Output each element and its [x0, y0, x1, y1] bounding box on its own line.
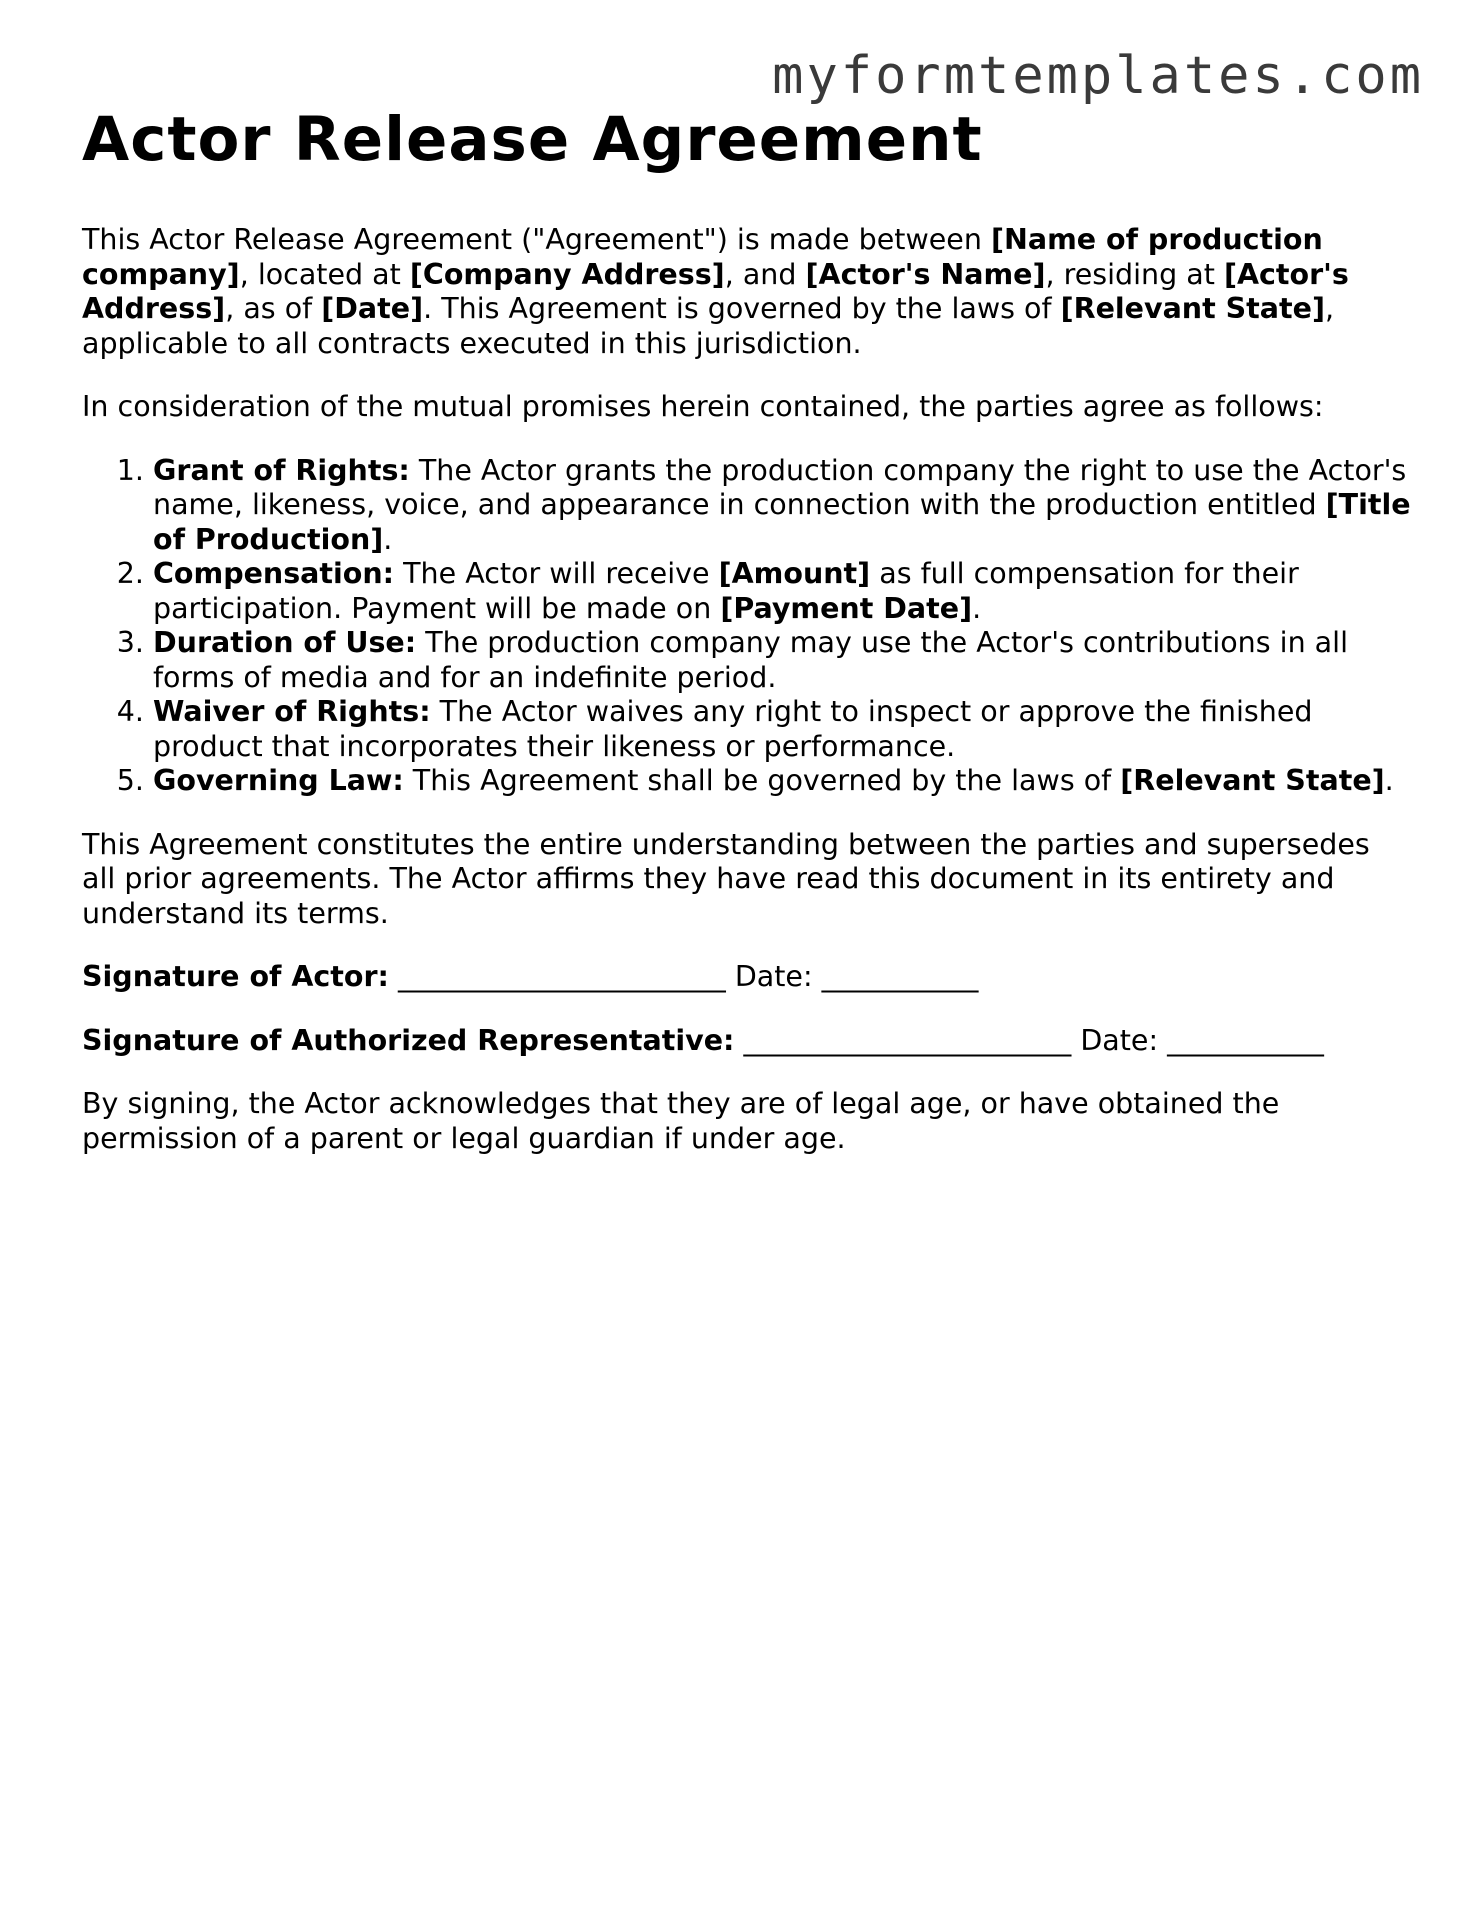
- clause-list: [82, 454, 1412, 799]
- actor-date-line[interactable]: ___________: [812, 960, 979, 993]
- representative-signature-label: Signature of Authorized Representative:: [82, 1023, 735, 1057]
- placeholder-title-of-production: [Title of Production]: [153, 488, 1411, 556]
- representative-date-line[interactable]: ___________: [1158, 1023, 1324, 1057]
- placeholder-actor-address: [Actor's Address]: [82, 257, 1349, 325]
- clause-heading: Grant of Rights:: [153, 453, 410, 487]
- document-page: [82, 100, 1412, 1185]
- placeholder-relevant-state: [Relevant State]: [1120, 764, 1385, 797]
- clause-compensation: [153, 557, 1412, 626]
- actor-signature-row: [82, 960, 1412, 995]
- representative-signature-line[interactable]: _______________________: [734, 1023, 1081, 1057]
- placeholder-date: [Date]: [321, 292, 424, 325]
- representative-date-label: Date:: [1080, 1023, 1159, 1057]
- placeholder-relevant-state: [Relevant State]: [1060, 292, 1325, 325]
- clause-text: .: [383, 522, 393, 556]
- intro-text: . This Agreement is governed by the laws of: [423, 292, 1061, 325]
- consideration-paragraph: In consideration of the mutual promises herein contained, the parties agree as follows:: [82, 390, 1324, 423]
- placeholder-actor-name: [Actor's Name]: [805, 257, 1046, 291]
- clause-heading: Waiver of Rights:: [153, 695, 431, 728]
- intro-paragraph: [82, 223, 1412, 361]
- placeholder-company-address: [Company Address]: [409, 257, 725, 291]
- clause-text: .: [1384, 764, 1394, 797]
- intro-text: , and: [724, 257, 806, 291]
- entire-agreement-paragraph: This Agreement constitutes the entire understanding between the parties and supersedes all prior agreements. The Actor affirms they have read this document in its entirety and understand its terms.: [82, 827, 1370, 930]
- clause-grant-of-rights: [153, 454, 1412, 558]
- representative-signature-row: [82, 1024, 1412, 1059]
- intro-text: , applicable to all contracts executed in this jurisdiction.: [82, 292, 1335, 360]
- intro-text: This Actor Release Agreement ("Agreement") is made between: [82, 223, 991, 256]
- acknowledgment-paragraph: By signing, the Actor acknowledges that they are of legal age, or have obtained the permission of a parent or legal guardian if under age.: [82, 1087, 1280, 1155]
- actor-signature-label: Signature of Actor:: [82, 960, 389, 993]
- clause-governing-law: [153, 764, 1412, 799]
- actor-date-label: Date:: [734, 960, 813, 993]
- intro-text: , located at: [239, 257, 410, 291]
- placeholder-company-name: [Name of production company]: [82, 223, 1323, 291]
- clause-heading: Duration of Use:: [153, 626, 417, 659]
- clause-waiver-of-rights: [153, 695, 1412, 764]
- intro-text: , as of: [225, 292, 322, 325]
- site-watermark: myformtemplates.com: [772, 46, 1424, 106]
- placeholder-amount: [Amount]: [718, 557, 871, 590]
- placeholder-payment-date: [Payment Date]: [720, 591, 973, 625]
- clause-heading: Compensation:: [153, 557, 395, 590]
- clause-text: The Actor waives any right to inspect or approve the finished product that incorporates their likeness or performance.: [153, 695, 1313, 763]
- clause-duration-of-use: [153, 626, 1412, 695]
- clause-text: .: [972, 591, 982, 625]
- clause-text: The Actor will receive: [394, 557, 719, 590]
- document-title: Actor Release Agreement: [82, 104, 983, 175]
- intro-text: , residing at: [1045, 257, 1224, 291]
- clause-text: The production company may use the Actor's contributions in all forms of media and for an indefinite period.: [153, 626, 1348, 694]
- actor-signature-line[interactable]: _______________________: [388, 960, 735, 993]
- clause-text: This Agreement shall be governed by the laws of: [403, 764, 1121, 797]
- clause-text: as full compensation for their participation. Payment will be made on: [153, 557, 1299, 625]
- clause-heading: Governing Law:: [153, 764, 404, 797]
- clause-text: The Actor grants the production company the right to use the Actor's name, likeness, voice, and appearance in connection with the production entitled: [153, 453, 1407, 521]
